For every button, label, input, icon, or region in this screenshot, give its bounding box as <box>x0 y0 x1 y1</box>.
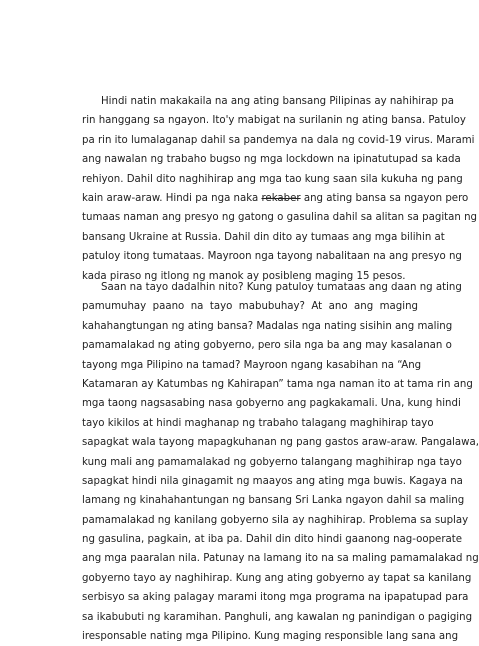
paragraph-line: pamamalakad ng kanilang gobyerno sila ay naghihirap. Problema sa suplay <box>82 514 469 526</box>
paragraph-line: gobyerno tayo ay naghihirap. Kung ang ating gobyerno ay tapat sa kanilang <box>82 572 472 584</box>
paragraph-line: bansang Ukraine at Russia. Dahil din dito ay tumaas ang mga bilihin at <box>82 231 445 243</box>
paragraph-1 <box>82 92 478 286</box>
paragraph-line: pamamalakad ng ating gobyerno, pero sila nga ba ang may kasalanan o <box>82 340 452 352</box>
paragraph-line: pa rin ito lumalaganap dahil sa pandemya na dala ng covid-19 virus. Marami <box>82 134 475 146</box>
paragraph-line-with-strikethrough <box>82 189 469 208</box>
paragraph-line: ang nawalan ng trabaho bugso ng mga lockdown na ipinatutupad sa kada <box>82 154 461 166</box>
paragraph-line: pamumuhay paano na tayo mabubuhay? At ano ang maging <box>82 301 418 313</box>
paragraph-line: Saan na tayo dadalhin nito? Kung patuloy tumataas ang daan ng ating <box>101 282 462 293</box>
paragraph-line: Katamaran ay Katumbas ng Kahirapan” tama nga naman ito at tama rin ang <box>82 378 473 390</box>
paragraph-line: sapagkat hindi nila ginagamit ng maayos ang ating mga buwis. Kagaya na <box>82 475 463 487</box>
paragraph-line: sapagkat wala tayong mapagkuhanan ng pang gastos araw-araw. Pangalawa, <box>82 437 479 449</box>
paragraph-line: ang mga paaralan nila. Patunay na lamang ito na sa maling pamamalakad ng <box>82 553 479 565</box>
paragraph-line: lamang ng kinahahantungan ng bansang Sri Lanka ngayon dahil sa maling <box>82 495 465 507</box>
paragraph-line: mga taong nagsasabing nasa gobyerno ang pagkakamali. Una, kung hindi <box>82 398 461 410</box>
paragraph-line: tayong mga Pilipino na tamad? Mayroon ngang kasabihan na “Ang <box>82 359 422 371</box>
strikethrough-word: rekaber <box>261 192 301 204</box>
paragraph-line: sa ikabubuti ng karamihan. Panghuli, ang kawalan ng panindigan o pagiging <box>82 611 473 623</box>
paragraph-line: patuloy itong tumataas. Mayroon nga tayong nabalitaan na ang presyo ng <box>82 251 462 263</box>
paragraph-line: Hindi natin makakaila na ang ating bansang Pilipinas ay nahihirap pa <box>101 96 454 107</box>
line-prefix: kain araw-araw. Hindi pa nga naka <box>82 192 259 204</box>
paragraph-line: iresponsable nating mga Pilipino. Kung maging responsible lang sana ang <box>82 631 459 643</box>
paragraph-line: tayo kikilos at hindi maghanap ng trabaho talagang maghihirap tayo <box>82 417 434 429</box>
paragraph-line: serbisyo sa aking palagay marami itong mga programa na ipapatupad para <box>82 592 469 604</box>
paragraph-line: rehiyon. Dahil dito naghihirap ang mga tao kung saan sila kukuha ng pang <box>82 173 463 185</box>
paragraph-line: rin hanggang sa ngayon. Ito'y mabigat na surilanin ng ating bansa. Patuloy <box>82 115 466 127</box>
paragraph-line: ng gasulina, pagkain, at iba pa. Dahil din dito hindi gaanong nag-ooperate <box>82 534 463 546</box>
paragraph-line: kung mali ang pamamalakad ng gobyerno talangang maghihirap nga tayo <box>82 456 462 468</box>
paragraph-line: kahahangtungan ng ating bansa? Madalas nga nating sisihin ang maling <box>82 320 453 332</box>
paragraph-2 <box>82 278 479 646</box>
paragraph-line: tumaas naman ang presyo ng gatong o gasulina dahil sa alitan sa pagitan ng <box>82 212 478 224</box>
paragraph-line: kada piraso ng itlong ng manok ay posibleng maging 15 pesos. <box>82 270 406 282</box>
line-suffix: ang ating bansa sa ngayon pero <box>303 192 469 204</box>
